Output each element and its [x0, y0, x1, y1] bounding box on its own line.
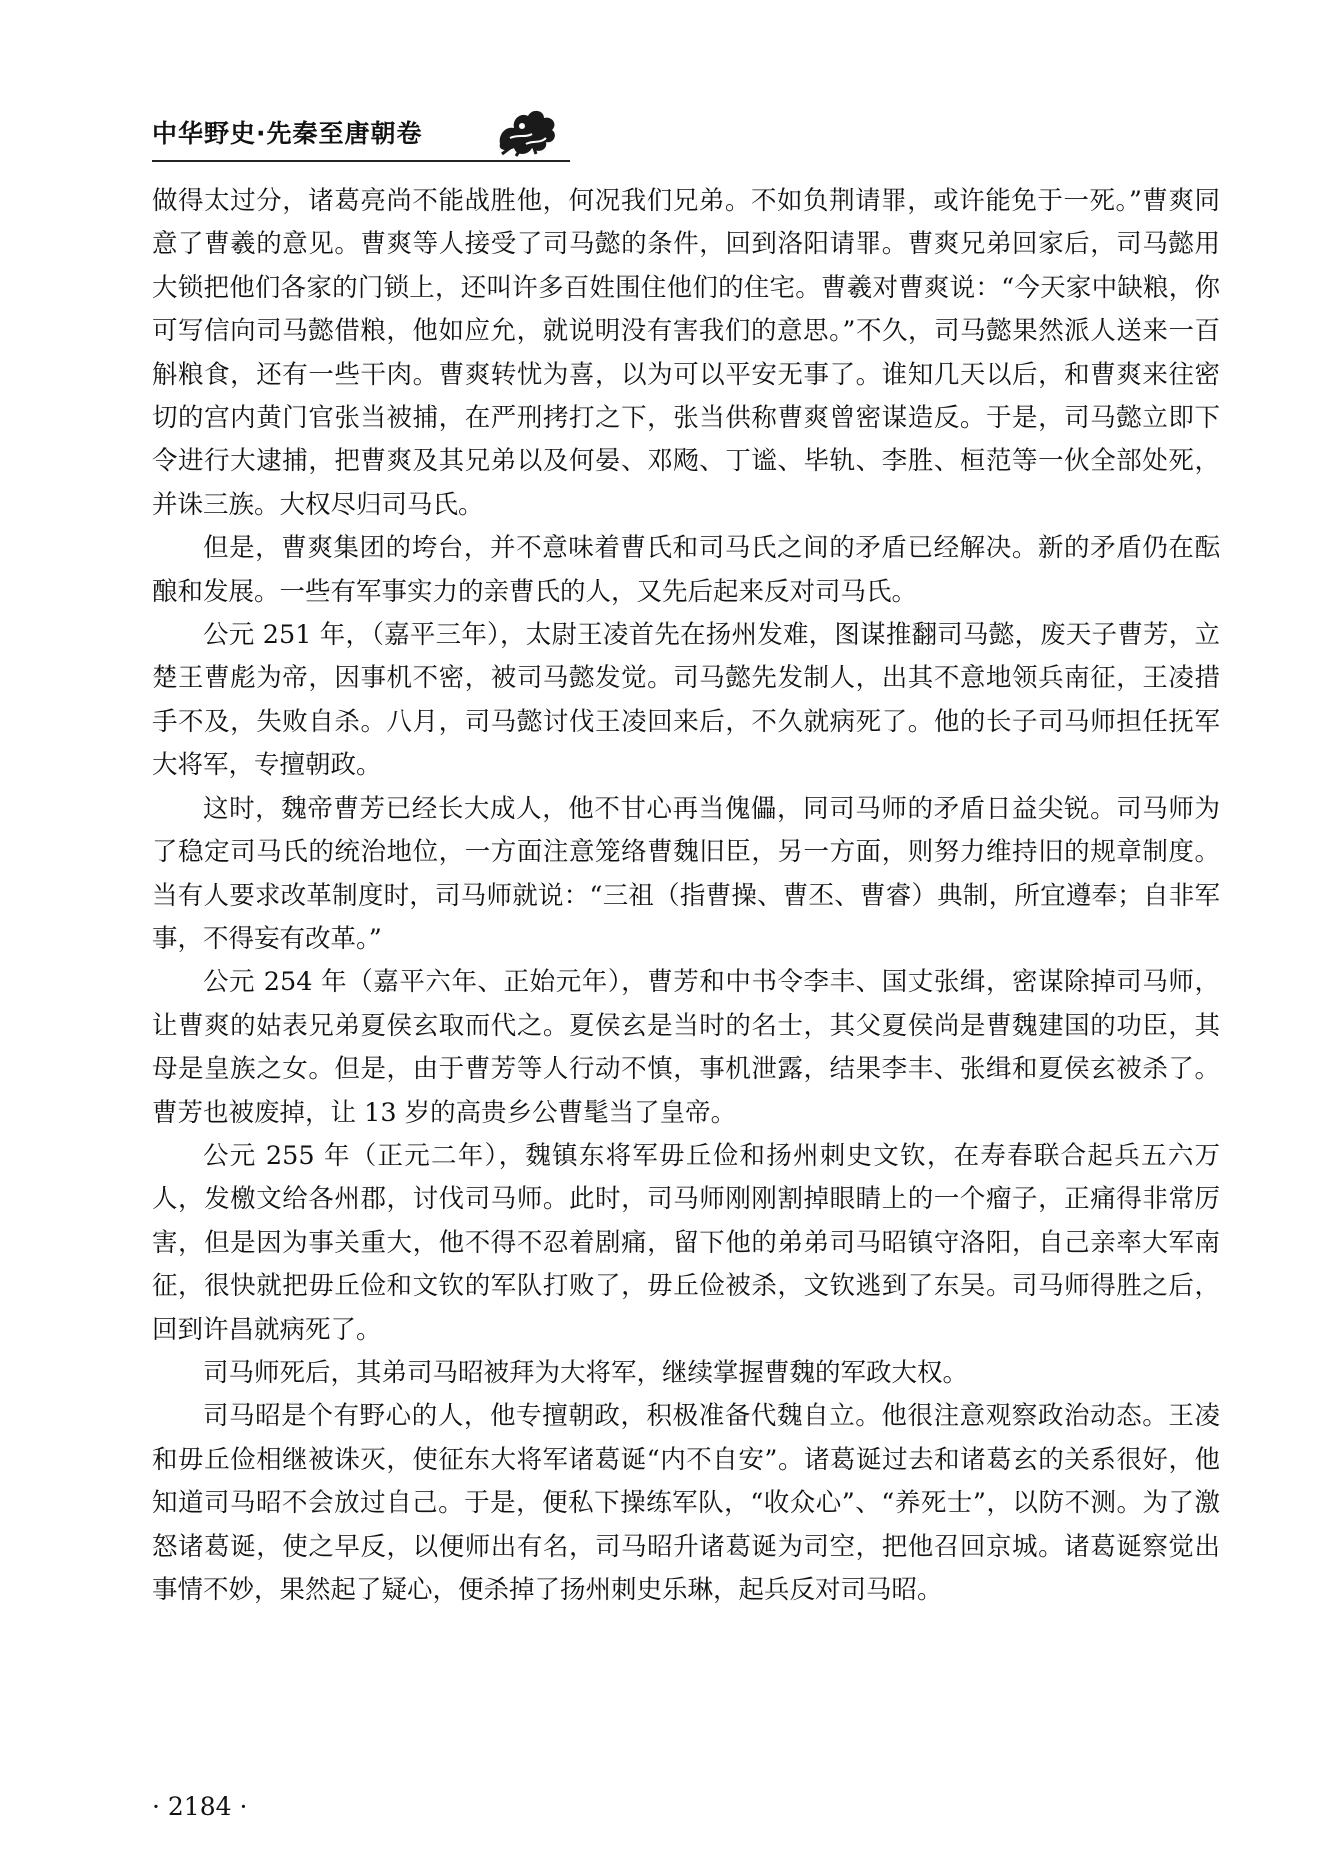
paragraph: 公元 255 年（正元二年），魏镇东将军毋丘俭和扬州刺史文钦，在寿春联合起兵五六万人，发檄文给各州郡，讨伐司马师。此时，司马师刚刚割掉眼睛上的一个瘤子，正痛得非常厉害，但是因为事关重大，他不得不忍着剧痛，留下他的弟弟司马昭镇守洛阳，自己亲率大军南征，很快就把毋丘俭和文钦的军队打败了，毋丘俭被杀，文钦逃到了东吴。司马师得胜之后，回到许昌就病死了。 [152, 1140, 1220, 1345]
paragraph: 公元 251 年，（嘉平三年），太尉王凌首先在扬州发难，图谋推翻司马懿，废天子曹芳，立楚王曹彪为帝，因事机不密，被司马懿发觉。司马懿先发制人，出其不意地领兵南征，王凌措手不及，失败自杀。八月，司马懿讨伐王凌回来后，不久就病死了。他的长子司马师担任抚军大将军，专擅朝政。 [152, 620, 1220, 781]
running-header [152, 104, 572, 170]
paragraph: 司马师死后，其弟司马昭被拜为大将军，继续掌握曹魏的军政大权。 [203, 1357, 969, 1388]
dragon-emblem-icon [492, 104, 562, 160]
body-text [152, 180, 1220, 1612]
book-title: 中华野史·先秦至唐朝卷 [152, 119, 423, 148]
header-rule [152, 160, 570, 162]
paragraph: 公元 254 年（嘉平六年、正始元年），曹芳和中书令李丰、国丈张缉，密谋除掉司马师，让曹爽的姑表兄弟夏侯玄取而代之。夏侯玄是当时的名士，其父夏侯尚是曹魏建国的功臣，其母是皇族之女。但是，由于曹芳等人行动不慎，事机泄露，结果李丰、张缉和夏侯玄被杀了。曹芳也被废掉，让 13 岁的高贵乡公曹髦当了皇帝。 [152, 967, 1220, 1128]
page-number: · 2184 · [152, 1792, 248, 1821]
paragraph: 这时，魏帝曹芳已经长大成人，他不甘心再当傀儡，同司马师的矛盾日益尖锐。司马师为了稳定司马氏的统治地位，一方面注意笼络曹魏旧臣，另一方面，则努力维持旧的规章制度。当有人要求改革制度时，司马师就说：“三祖（指曹操、曹丕、曹睿）典制，所宜遵奉；自非军事，不得妄有改革。” [152, 793, 1220, 954]
paragraph: 做得太过分，诸葛亮尚不能战胜他，何况我们兄弟。不如负荆请罪，或许能免于一死。”曹爽同意了曹羲的意见。曹爽等人接受了司马懿的条件，回到洛阳请罪。曹爽兄弟回家后，司马懿用大锁把他们各家的门锁上，还叫许多百姓围住他们的住宅。曹羲对曹爽说：“今天家中缺粮，你可写信向司马懿借粮，他如应允，就说明没有害我们的意思。”不久，司马懿果然派人送来一百斛粮食，还有一些干肉。曹爽转忧为喜，以为可以平安无事了。谁知几天以后，和曹爽来往密切的宫内黄门官张当被捕，在严刑拷打之下，张当供称曹爽曾密谋造反。于是，司马懿立即下令进行大逮捕，把曹爽及其兄弟以及何晏、邓飏、丁谧、毕轨、李胜、桓范等一伙全部处死，并诛三族。大权尽归司马氏。 [152, 186, 1220, 520]
paragraph: 但是，曹爽集团的垮台，并不意味着曹氏和司马氏之间的矛盾已经解决。新的矛盾仍在酝酿和发展。一些有军事实力的亲曹氏的人，又先后起来反对司马氏。 [152, 533, 1220, 607]
paragraph: 司马昭是个有野心的人，他专擅朝政，积极准备代魏自立。他很注意观察政治动态。王凌和毋丘俭相继被诛灭，使征东大将军诸葛诞“内不自安”。诸葛诞过去和诸葛玄的关系很好，他知道司马昭不会放过自己。于是，便私下操练军队，“收众心”、“养死士”，以防不测。为了激怒诸葛诞，使之早反，以便师出有名，司马昭升诸葛诞为司空，把他召回京城。诸葛诞察觉出事情不妙，果然起了疑心，便杀掉了扬州刺史乐琳，起兵反对司马昭。 [152, 1401, 1220, 1605]
